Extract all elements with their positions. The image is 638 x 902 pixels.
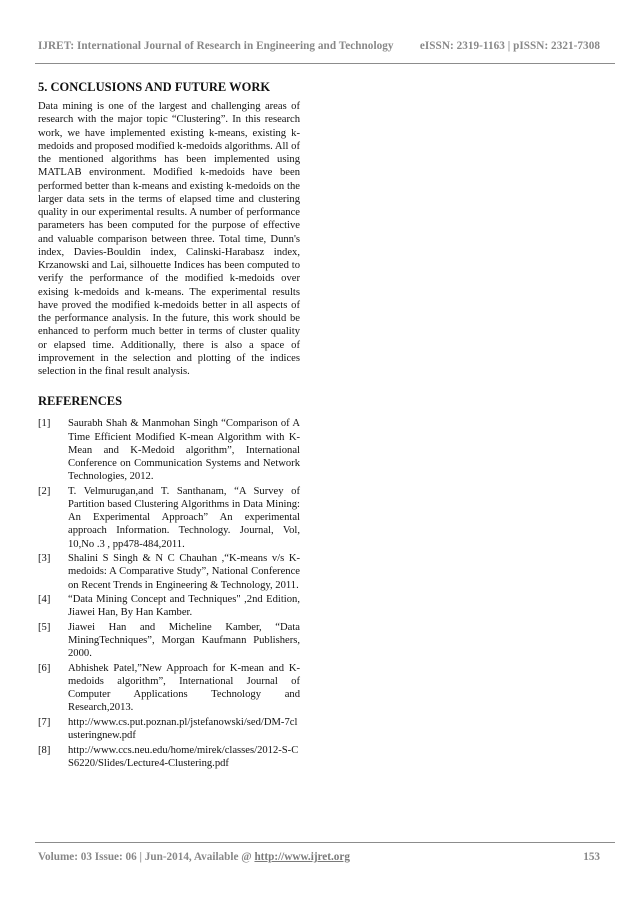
reference-item [38,593,300,620]
running-footer [38,851,600,863]
reference-item [38,485,300,551]
reference-url: http://www.cs.put.poznan.pl/jstefanowski/sed/DM-7clusteringnew.pdf [68,716,298,742]
reference-number: [7] [38,716,51,728]
reference-item [38,716,300,743]
reference-item [38,552,300,592]
issn-text: eISSN: 2319-1163 | pISSN: 2321-7308 [419,40,600,52]
reference-item [38,621,300,661]
reference-text: Saurabh Shah & Manmohan Singh “Comparison of A Time Efficient Modified K-mean Algorithm with K-Mean and K-Medoid algorithm”, International Conference on Communication Systems and Network Technologies, 2012. [68,418,300,483]
header-divider [35,63,615,64]
reference-item [38,417,300,483]
page-number: 153 [583,851,600,863]
reference-number: [2] [38,485,51,497]
left-column [38,78,300,771]
reference-text: Jiawei Han and Micheline Kamber, “Data MiningTechniques”, Morgan Kaufmann Publishers, 2000. [68,621,300,660]
reference-list [38,417,300,770]
journal-title: IJRET: International Journal of Research in Engineering and Technology [38,40,394,52]
reference-text: Abhishek Patel,”New Approach for K-mean and K-medoids algorithm”, International Journal of Computer Applications Technology and Research,2013. [68,662,300,714]
references-heading: REFERENCES [38,394,123,409]
reference-url: http://www.ccs.neu.edu/home/mirek/classes/2012-S-CS6220/Slides/Lecture4-Clustering.pdf [68,744,299,769]
journal-website-link[interactable]: http://www.ijret.org [254,851,350,863]
footer-divider [35,842,615,843]
reference-text: T. Velmurugan,and T. Santhanam, “A Survey of Partition based Clustering Algorithms in Data Mining: An Experimental Approach” An experimental approach Information. Technology. Journal, Vol, 10,No .3 , pp478-484,2011. [68,485,300,550]
conclusions-heading: 5. CONCLUSIONS AND FUTURE WORK [38,80,271,94]
reference-number: [3] [38,553,51,565]
reference-text: Shalini S Singh & N C Chauhan ,“K-means v/s K-medoids: A Comparative Study”, National Conference on Recent Trends in Engineering & Technology, 2011. [68,553,300,591]
reference-item [38,744,300,771]
reference-item [38,662,300,715]
volume-text: Volume: 03 Issue: 06 | Jun-2014, Available @ [38,851,255,863]
reference-number: [4] [38,594,51,606]
reference-number: [6] [38,662,51,674]
reference-text: “Data Mining Concept and Techniques" ,2nd Edition, Jiawei Han, By Han Kamber. [68,594,300,619]
reference-number: [5] [38,621,51,633]
reference-number: [8] [38,744,51,756]
running-header [38,40,600,52]
volume-info [38,851,350,863]
conclusions-paragraph: Data mining is one of the largest and challenging areas of research with the major topic “Clustering”. In this research work, we have implemented existing k-means, existing k-medoids and proposed modified k-medoids algorithms. All of the mentioned algorithms has been implemented using MATLAB environment. Modified k-medoids have been performed better than k-means and existing k-medoids on the larger data sets in the terms of elapsed time and clustering quality in our experimental results. A number of performance parameters has been computed for the purpose of effective and valuable comparison between three. Total time, Dunn's index, Davies-Bouldin index, Calinski-Harabasz index, Krzanowski and Lai, silhouette Indices has been computed to verify the performance of the modified k-medoids over exising k-medoids and k-means. The experimental results have proved the modified k-medoids better in all aspects of the performance analysis. In the future, this work should be enhanced to perform much better in terms of cluster quality or elapsed time. Additionally, there is also a space of improvement in the selection and plotting of the indices selection in the final result analysis. [38,101,300,377]
reference-number: [1] [38,418,51,430]
